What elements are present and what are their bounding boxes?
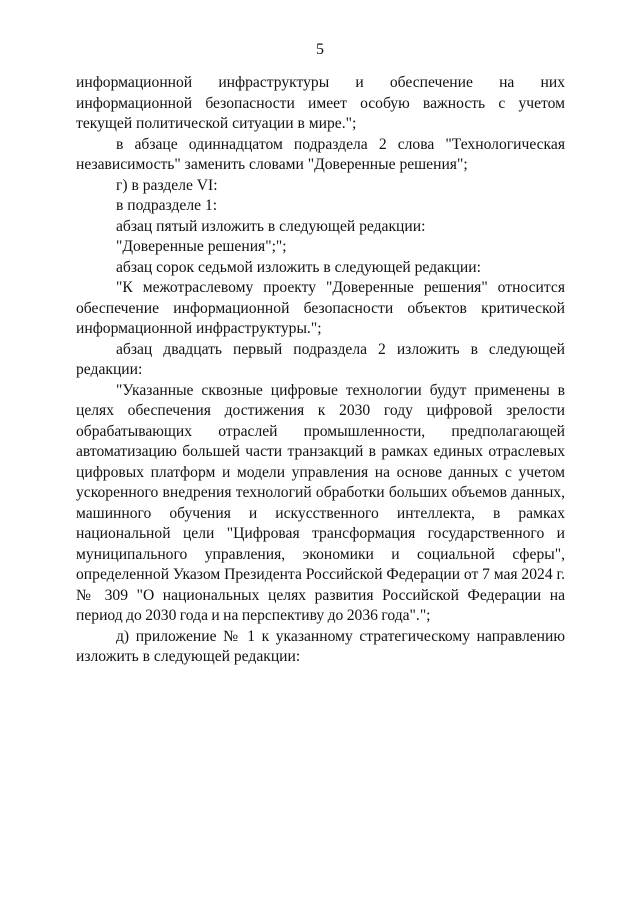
paragraph-appendix-1: д) приложение № 1 к указанному стратегическому направлению изложить в следующей редакции:	[76, 627, 565, 665]
paragraph-continuation: информационной инфраструктуры и обеспечение на них информационной безопасности имеет особую важность с учетом текущей политической ситуации в мире.";	[76, 74, 565, 132]
page-number: 5	[316, 41, 324, 58]
document-body	[76, 73, 565, 668]
paragraph-twenty-first-abzac: абзац двадцать первый подраздела 2 изложить в следующей редакции:	[76, 340, 565, 378]
paragraph-trusted-solutions: "Доверенные решения";";	[116, 238, 287, 255]
paragraph-fifth-abzac: абзац пятый изложить в следующей редакции:	[116, 217, 426, 235]
paragraph-subsection-1: в подразделе 1:	[116, 197, 218, 214]
paragraph-cross-industry-project: "К межотраслевому проекту "Доверенные решения" относится обеспечение информационной безопасности объектов критической информационной инфраструктуры.";	[76, 279, 565, 337]
paragraph-section-vi: г) в разделе VI:	[116, 176, 218, 194]
paragraph-forty-seventh-abzac: абзац сорок седьмой изложить в следующей редакции:	[116, 258, 481, 276]
paragraph-digital-technologies: "Указанные сквозные цифровые технологии будут применены в целях обеспечения достижения к 2030 году цифровой зрелости обрабатывающих отраслей промышленности, предполагающей автоматизацию большей части транзакций в рамках единых отраслевых цифровых платформ и модели управления на основе данных с учетом ускоренного внедрения технологий обработки больших объемов данных, машинного обучения и искусственного интеллекта, в рамках национальной цели "Цифровая трансформация государственного и муниципального управления, экономики и социальной сферы", определенной Указом Президента Российской Федерации от 7 мая 2024 г. № 309 "О национальных целях развития Российской Федерации на период до 2030 года и на перспективу до 2036 года".";	[76, 381, 565, 624]
paragraph-amendment-subsection-2: в абзаце одиннадцатом подраздела 2 слова "Технологическая независимость" заменить словами "Доверенные решения";	[76, 135, 565, 173]
